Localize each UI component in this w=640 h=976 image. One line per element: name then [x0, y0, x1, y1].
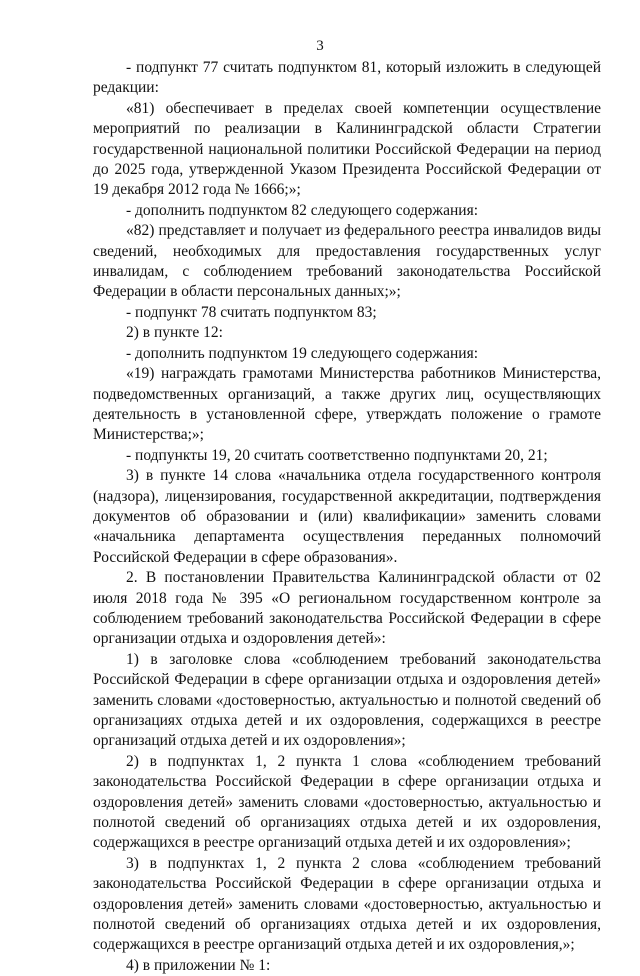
document-body — [93, 58, 601, 976]
paragraph-6: 2) в пункте 12: — [126, 324, 223, 342]
paragraph-7: - дополнить подпунктом 19 следующего содержания: — [126, 344, 479, 362]
paragraph-4: «82) представляет и получает из федерального реестра инвалидов виды сведений, необходимых для предоставления государственных услуг инвалидам, с соблюдением требований законодательства Российской Федерации в области персональных данных;»; — [93, 222, 601, 301]
paragraph-15: 4) в приложении № 1: — [126, 956, 271, 974]
paragraph-2: «81) обеспечивает в пределах своей компетенции осуществление мероприятий по реализации в Калининградской области Стратегии государственной национальной политики Российской Федерации на период до 2025 года, утвержденной Указом Президента Российской Федерации от 19 декабря 2012 года № 1666;»; — [93, 99, 601, 199]
paragraph-12: 1) в заголовке слова «соблюдением требований законодательства Российской Федерации в сфере организации отдыха и оздоровления детей» заменить словами «достоверностью, актуальностью и полнотой сведений об организациях отдыха детей и их оздоровления, содержащихся в реестре организаций отдыха детей и их оздоровления»; — [93, 650, 601, 750]
paragraph-8: «19) награждать грамотами Министерства работников Министерства, подведомственных организаций, а также других лиц, осуществляющих деятельность в установленной сфере, утверждать положение о грамоте Министерства;»; — [93, 365, 601, 444]
paragraph-5: - подпункт 78 считать подпунктом 83; — [126, 303, 377, 321]
paragraph-3: - дополнить подпунктом 82 следующего содержания: — [126, 201, 479, 219]
paragraph-13: 2) в подпунктах 1, 2 пункта 1 слова «соблюдением требований законодательства Российской Федерации в сфере организации отдыха и оздоровления детей» заменить словами «достоверностью, актуальностью и полнотой сведений об организациях отдыха детей и их оздоровления, содержащихся в реестре организаций отдыха детей и их оздоровления»; — [93, 752, 601, 852]
paragraph-9: - подпункты 19, 20 считать соответственно подпунктами 20, 21; — [126, 446, 548, 464]
paragraph-14: 3) в подпунктах 1, 2 пункта 2 слова «соблюдением требований законодательства Российской Федерации в сфере организации отдыха и оздоровления детей» заменить словами «достоверностью, актуальностью и полнотой сведений об организациях отдыха детей и их оздоровления, содержащихся в реестре организаций отдыха детей и их оздоровления,»; — [93, 854, 601, 954]
paragraph-10: 3) в пункте 14 слова «начальника отдела государственного контроля (надзора), лицензирования, государственной аккредитации, подтверждения документов об образовании и (или) квалификации» заменить словами «начальника департамента осуществления переданных полномочий Российской Федерации в сфере образования». — [93, 467, 601, 566]
paragraph-1: - подпункт 77 считать подпунктом 81, который изложить в следующей редакции: — [93, 59, 601, 97]
page-number: 3 — [316, 38, 324, 54]
paragraph-11: 2. В постановлении Правительства Калининградской области от 02 июля 2018 года № 395 «О региональном государственном контроле за соблюдением требований законодательства Российской Федерации в сфере организации отдыха и оздоровления детей»: — [93, 569, 601, 648]
